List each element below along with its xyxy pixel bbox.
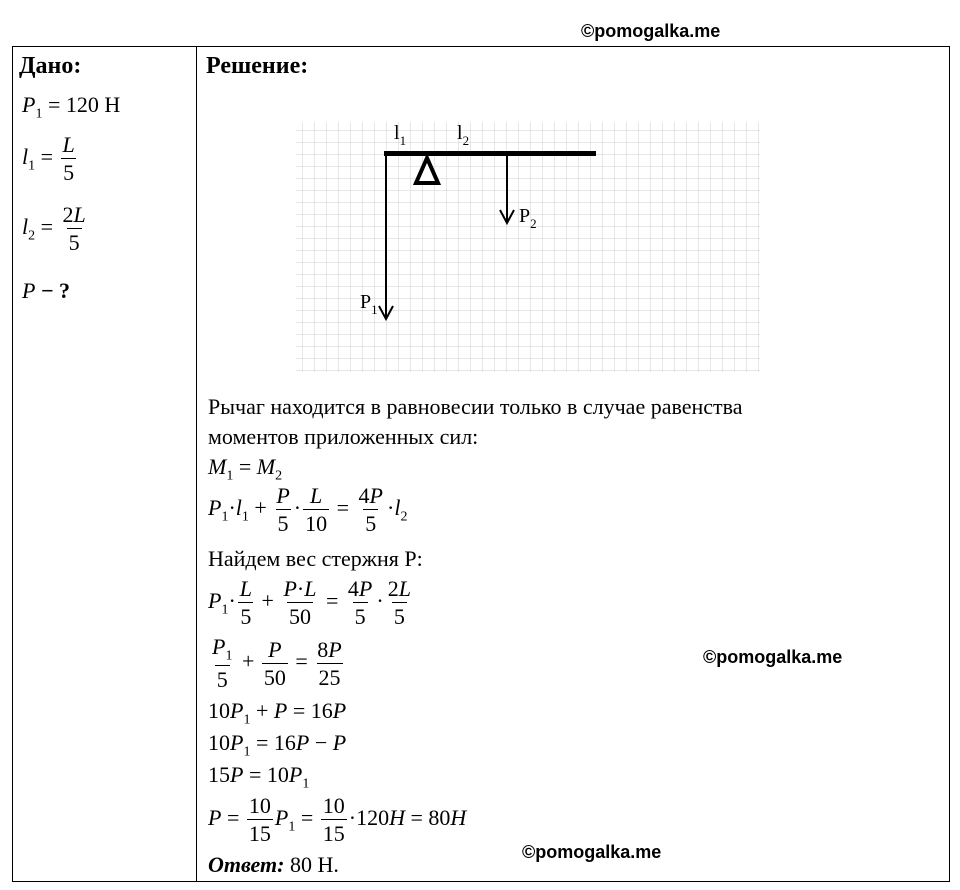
given-heading: Дано:: [19, 53, 82, 79]
column-divider: [196, 47, 197, 881]
question-mark: ?: [59, 278, 70, 303]
formula-m1-m2: $M_1 = M_2$: [208, 454, 283, 484]
text-moments: моментов приложенных сил:: [208, 424, 479, 449]
watermark-bottom: ©pomogalka.me: [522, 842, 662, 862]
watermark-middle: ©pomogalka.me: [703, 647, 843, 667]
answer-label: Ответ:: [208, 852, 285, 877]
text-find-weight: Найдем вес стержня P:: [208, 546, 423, 571]
label-p2: $P_2$: [519, 205, 537, 231]
formula-result: P = $\frac{10}{15}$ $P_1$ = $\frac{10}{15}$ ·120H = 80H: [208, 793, 467, 846]
label-l1: $l_1$: [394, 122, 407, 148]
given-question: P − ?: [22, 278, 70, 303]
text-equilibrium: Рычаг находится в равновесии только в случае равенства: [208, 394, 743, 419]
formula-substituted: $P_1\cdot$ $\frac{L}{5}$ + $\frac{P\cdot L}{50}$ = $\frac{4P}{5}$ · $\frac{2L}{5}$: [208, 576, 411, 629]
formula-step-1: $10P_1 + P = 16P$: [208, 698, 347, 728]
given-l2: $l_2$ = $\frac{2L}{5}$: [22, 202, 86, 255]
lever-bar: [384, 151, 596, 156]
label-p1: $P_1$: [360, 291, 378, 317]
given-p1-value: 120 Н: [65, 92, 121, 117]
given-l1: $l_1$ = $\frac{L}{5}$: [22, 132, 75, 185]
answer-value: 80 Н.: [289, 852, 339, 877]
solution-heading: Решение:: [206, 53, 309, 79]
formula-step-2: $10P_1 = 16P - P$: [208, 730, 347, 760]
watermark-top: ©pomogalka.me: [581, 21, 721, 41]
formula-moment-equation: $P_1\cdot l_1$ + $\frac{P}{5}$ · $\frac{L}{10}$ = $\frac{4P}{5}$ $\cdot l_2$: [208, 483, 408, 536]
grid-background: [296, 122, 760, 372]
formula-simplified: $\frac{P_1}{5}$ + $\frac{P}{50}$ = $\frac{8P}{25}$: [212, 634, 342, 693]
formula-step-3: $15P = 10P_1$: [208, 762, 310, 792]
answer-line: [208, 852, 339, 878]
given-p1: $P_1 = 120$ Н: [22, 92, 121, 122]
label-l2: $l_2$: [457, 122, 470, 148]
lever-diagram: [290, 118, 770, 378]
